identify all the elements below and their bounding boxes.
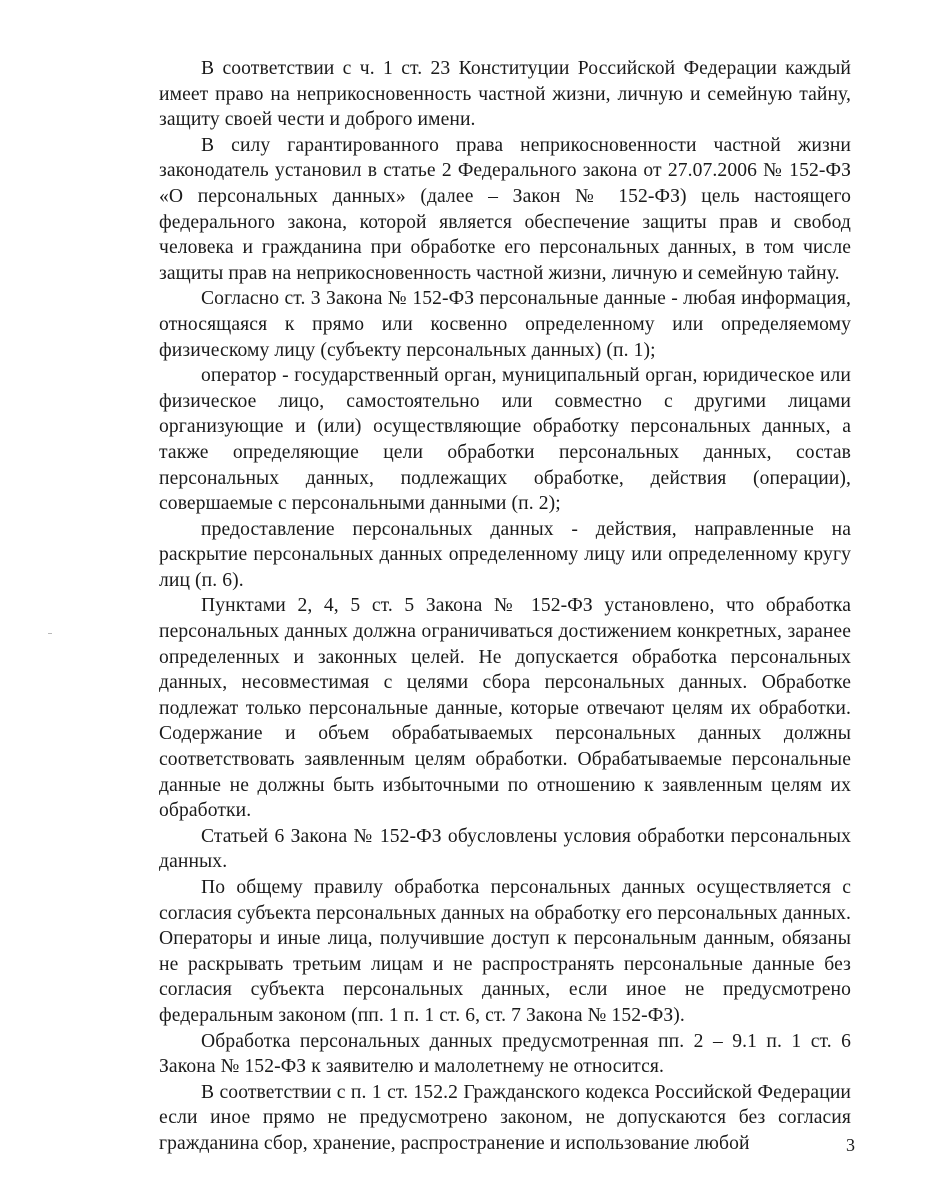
paragraph-operator-definition: оператор - государственный орган, муниципальный орган, юридическое или физическое лицо, самостоятельно или совместно с другими лицами организующие и (или) осуществляющие обработку персональных данных, а также определяющие цели обработки персональных данных, состав персональных данных, подлежащих обработке, действия (операции), совершаемые с персональными данными (п. 2);	[159, 365, 851, 515]
paragraph-exceptions-not-applicable: Обработка персональных данных предусмотренная пп. 2 – 9.1 п. 1 ст. 6 Закона № 152-ФЗ к заявителю и малолетнему не относится.	[159, 1030, 851, 1078]
paragraph-provision-definition: предоставление персональных данных - действия, направленные на раскрытие персональных данных определенному лицу или определенному кругу лиц (п. 6).	[159, 518, 851, 591]
paragraph-personal-data-definition: Согласно ст. 3 Закона № 152-ФЗ персональные данные - любая информация, относящаяся к прямо или косвенно определенному или определяемому физическому лицу (субъекту персональных данных) (п. 1);	[159, 288, 851, 361]
paragraph-article-5-principles: Пунктами 2, 4, 5 ст. 5 Закона № 152-ФЗ установлено, что обработка персональных данных должна ограничиваться достижением конкретных, заранее определенных и законных целей. Не допускается обработка персональных данных, несовместимая с целями сбора персональных данных. Обработке подлежат только персональные данные, которые отвечают целям их обработки. Содержание и объем обрабатываемых персональных данных должны соответствовать заявленным целям обработки. Обрабатываемые персональные данные не должны быть избыточными по отношению к заявленным целям их обработки.	[159, 595, 851, 822]
paragraph-law-152-purpose: В силу гарантированного права неприкосновенности частной жизни законодатель установил в статье 2 Федерального закона от 27.07.2006 № 152-ФЗ «О персональных данных» (далее – Закон № 152-ФЗ) цель настоящего федерального закона, которой является обеспечение защиты прав и свобод человека и гражданина при обработке его персональных данных, в том числе защиты прав на неприкосновенность частной жизни, личную и семейную тайну.	[159, 134, 851, 284]
document-body	[159, 56, 851, 1157]
paragraph-civil-code-152-2: В соответствии с п. 1 ст. 152.2 Гражданского кодекса Российской Федерации если иное прямо не предусмотрено законом, не допускаются без согласия гражданина сбор, хранение, распространение и использование любой	[159, 1081, 851, 1154]
paragraph-constitution-article-23: В соответствии с ч. 1 ст. 23 Конституции Российской Федерации каждый имеет право на неприкосновенность частной жизни, личную и семейную тайну, защиту своей чести и доброго имени.	[159, 58, 851, 131]
page-number: 3	[846, 1135, 855, 1155]
paragraph-general-consent-rule: По общему правилу обработка персональных данных осуществляется с согласия субъекта персональных данных на обработку его персональных данных. Операторы и иные лица, получившие доступ к персональным данным, обязаны не раскрывать третьим лицам и не распространять персональные данные без согласия субъекта персональных данных, если иное не предусмотрено федеральным законом (пп. 1 п. 1 ст. 6, ст. 7 Закона № 152-ФЗ).	[159, 877, 851, 1026]
scan-artifact	[48, 633, 52, 634]
paragraph-article-6-conditions: Статьей 6 Закона № 152-ФЗ обусловлены условия обработки персональных данных.	[159, 825, 851, 873]
